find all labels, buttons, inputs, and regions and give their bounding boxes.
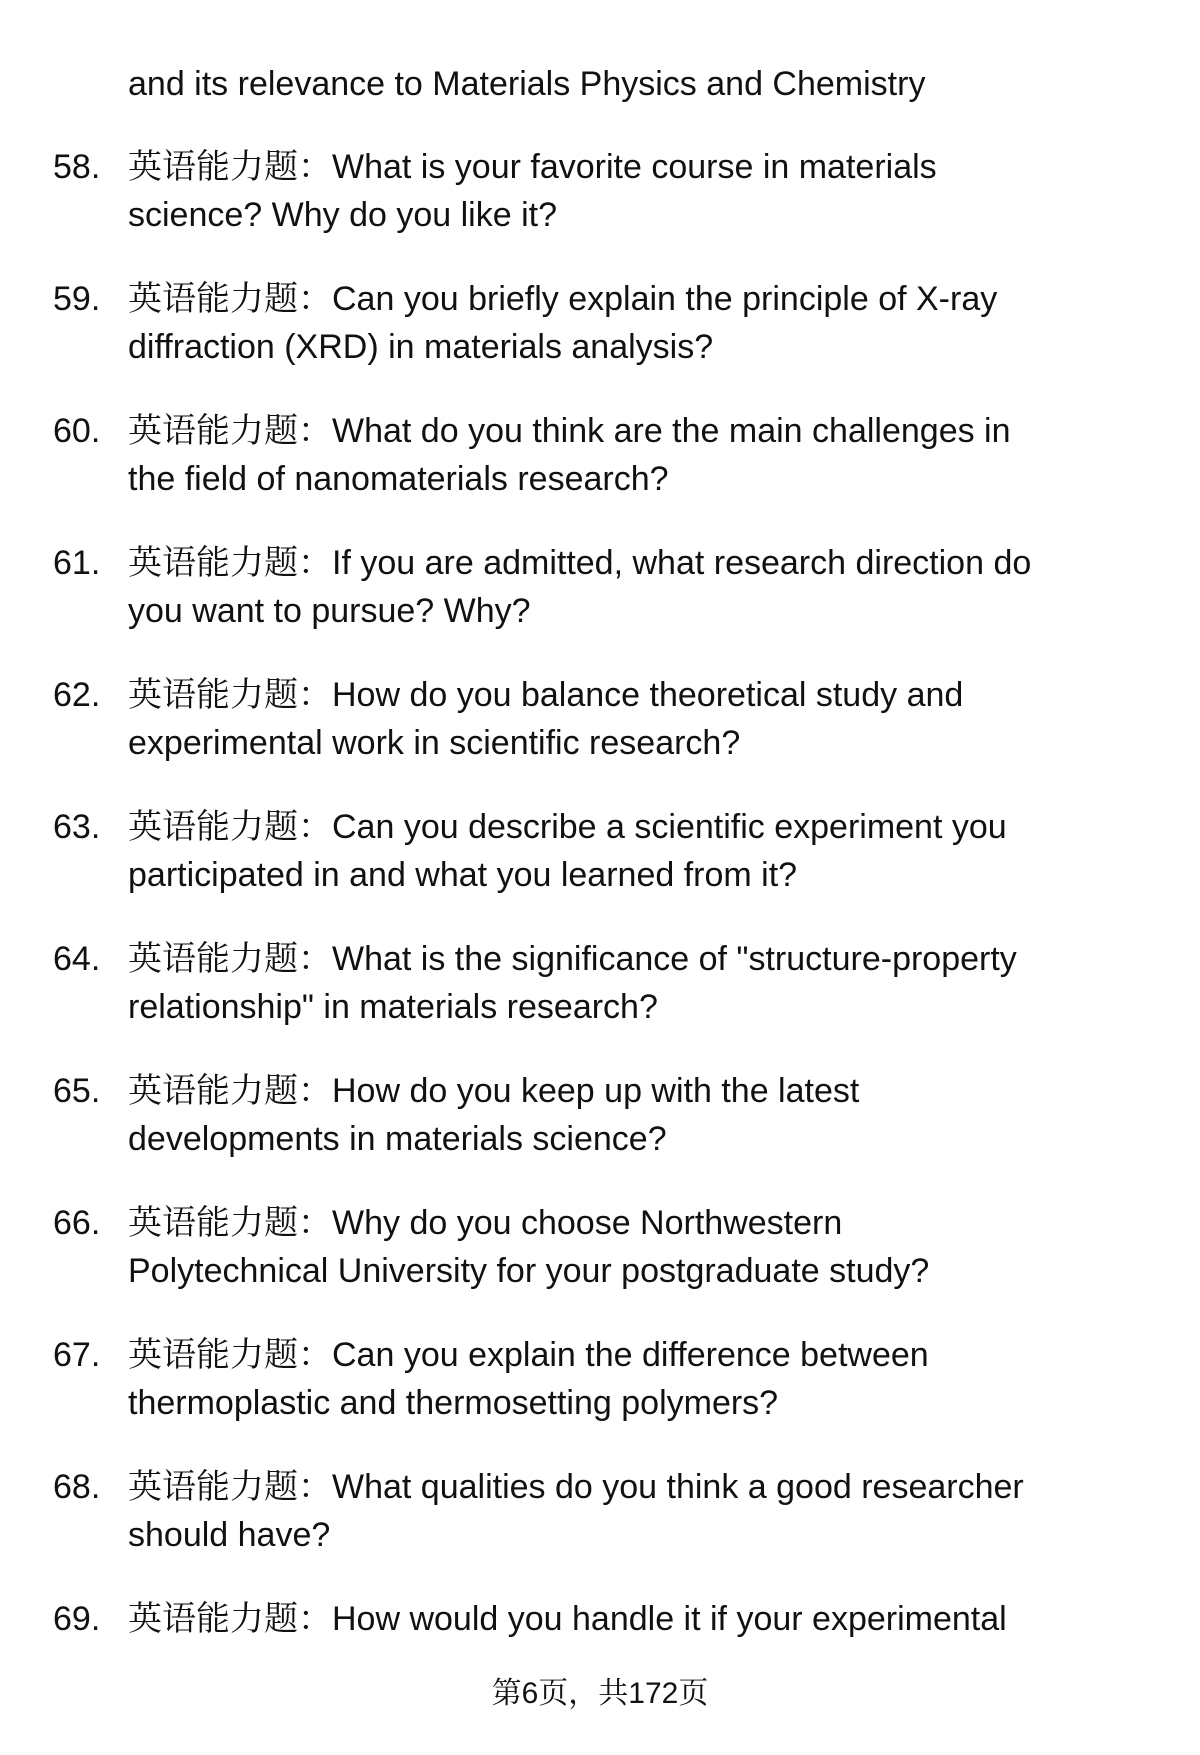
question-number: 62.	[53, 676, 101, 714]
question-line	[128, 1463, 1024, 1511]
question-line	[128, 935, 1017, 983]
question-line	[128, 539, 1031, 587]
question-text: Can you explain the difference between	[332, 1336, 929, 1374]
continuation-line: and its relevance to Materials Physics and Chemistry	[128, 65, 926, 103]
question-line	[128, 587, 531, 635]
question-text: Can you briefly explain the principle of X-ray	[332, 280, 998, 318]
page-footer: 第6页，共172页	[491, 1677, 709, 1710]
question-text: you want to pursue? Why?	[128, 592, 531, 630]
question-text: experimental work in scientific research?	[128, 724, 741, 762]
question-number: 65.	[53, 1072, 101, 1110]
question-category: 英语能力题：	[128, 808, 332, 846]
question-text: thermoplastic and thermosetting polymers?	[128, 1384, 779, 1422]
question-line	[128, 1511, 330, 1559]
question-category: 英语能力题：	[128, 544, 332, 582]
question-text: Why do you choose Northwestern	[332, 1204, 843, 1242]
question-number: 58.	[53, 148, 101, 186]
question-line	[128, 851, 797, 899]
question-line	[128, 1331, 929, 1379]
question-text: If you are admitted, what research direction do	[332, 544, 1032, 582]
question-text: relationship" in materials research?	[128, 988, 658, 1026]
question-text: How do you keep up with the latest	[332, 1072, 860, 1110]
question-line	[128, 671, 963, 719]
question-text: Can you describe a scientific experiment you	[332, 808, 1007, 846]
question-number: 69.	[53, 1600, 101, 1638]
question-text: diffraction (XRD) in materials analysis?	[128, 328, 714, 366]
question-line	[128, 983, 658, 1031]
question-line	[128, 1199, 842, 1247]
question-text: What is the significance of "structure-property	[332, 940, 1017, 978]
question-line	[128, 1247, 929, 1295]
question-line	[128, 407, 1011, 455]
question-text: How would you handle it if your experimental	[332, 1600, 1007, 1638]
question-category: 英语能力题：	[128, 1468, 332, 1506]
question-text: What qualities do you think a good researcher	[332, 1468, 1024, 1506]
question-line	[128, 803, 1007, 851]
question-line	[128, 323, 713, 371]
question-line	[128, 719, 740, 767]
question-text: should have?	[128, 1516, 331, 1554]
question-category: 英语能力题：	[128, 940, 332, 978]
question-category: 英语能力题：	[128, 148, 332, 186]
question-category: 英语能力题：	[128, 1600, 332, 1638]
question-category: 英语能力题：	[128, 676, 332, 714]
question-line	[128, 1379, 778, 1427]
question-category: 英语能力题：	[128, 1336, 332, 1374]
question-text: participated in and what you learned from it?	[128, 856, 798, 894]
question-text: science? Why do you like it?	[128, 196, 557, 234]
question-category: 英语能力题：	[128, 1072, 332, 1110]
question-number: 60.	[53, 412, 101, 450]
question-number: 61.	[53, 544, 101, 582]
question-text: What is your favorite course in materials	[332, 148, 937, 186]
question-number: 67.	[53, 1336, 101, 1374]
question-number: 68.	[53, 1468, 101, 1506]
question-line	[128, 455, 669, 503]
question-text: What do you think are the main challenges in	[332, 412, 1011, 450]
question-number: 63.	[53, 808, 101, 846]
question-line	[128, 143, 937, 191]
question-number: 66.	[53, 1204, 101, 1242]
question-text: How do you balance theoretical study and	[332, 676, 964, 714]
question-category: 英语能力题：	[128, 412, 332, 450]
question-line	[128, 275, 997, 323]
question-category: 英语能力题：	[128, 280, 332, 318]
question-line	[128, 1115, 667, 1163]
question-text: Polytechnical University for your postgraduate study?	[128, 1252, 930, 1290]
question-number: 64.	[53, 940, 101, 978]
question-category: 英语能力题：	[128, 1204, 332, 1242]
question-text: the field of nanomaterials research?	[128, 460, 669, 498]
question-line	[128, 191, 557, 239]
question-number: 59.	[53, 280, 101, 318]
question-line	[128, 1595, 1007, 1643]
question-line	[128, 1067, 859, 1115]
question-text: developments in materials science?	[128, 1120, 667, 1158]
